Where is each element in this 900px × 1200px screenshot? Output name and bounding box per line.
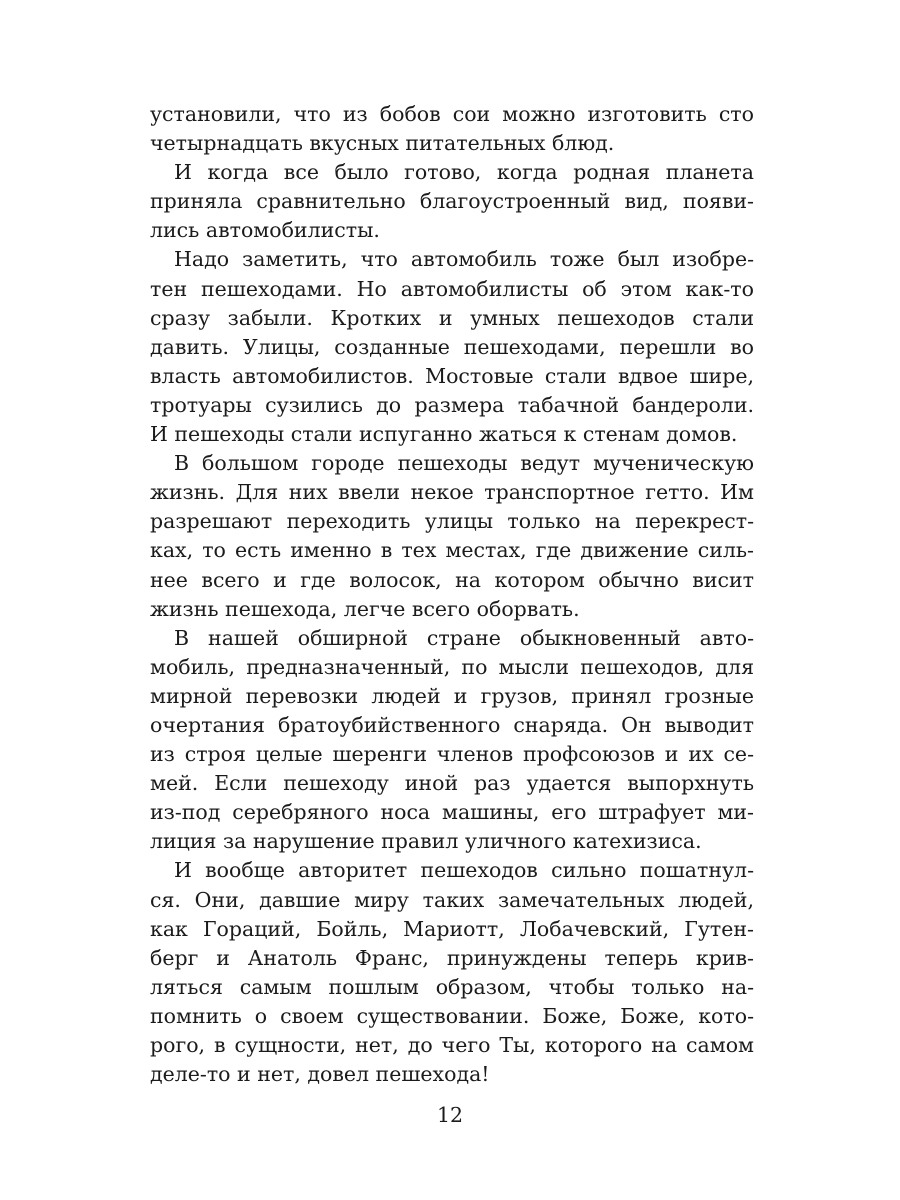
text-line: из-под серебряного носа машины, его штрафует ми- — [150, 800, 754, 825]
text-line: тротуары сузились до размера табачной бандероли. — [150, 392, 754, 417]
paragraph — [150, 449, 754, 624]
text-line: берг и Анатоль Франс, принуждены теперь крив- — [150, 945, 754, 970]
text-line: ках, то есть именно в тех местах, где движение силь- — [150, 538, 754, 563]
text-line: лись автомобилисты. — [150, 218, 380, 243]
text-line: Надо заметить, что автомобиль тоже был изобре- — [174, 247, 754, 272]
text-line: очертания братоубийственного снаряда. Он выводит — [150, 712, 754, 737]
text-line: из строя целые шеренги членов профсоюзов и их се- — [150, 742, 754, 767]
text-line: мирной перевозки людей и грузов, принял грозные — [150, 683, 754, 708]
paragraph — [150, 856, 754, 1089]
paragraph — [150, 245, 754, 449]
text-line: рого, в сущности, нет, до чего Ты, которого на самом — [150, 1033, 754, 1057]
paragraph — [150, 158, 754, 245]
text-line: давить. Улицы, созданные пешеходами, перешли во — [150, 334, 754, 359]
text-line: ся. Они, давшие миру таких замечательных людей, — [150, 887, 754, 912]
text-line: мей. Если пешеходу иной раз удается выпорхнуть — [150, 771, 754, 796]
text-line: В нашей обширной стране обыкновенный авто- — [174, 625, 754, 650]
text-line: как Гораций, Бойль, Мариотт, Лобачевский, Гутен- — [150, 916, 754, 941]
text-line: разрешают переходить улицы только на перекрест- — [150, 509, 754, 534]
text-line: помнить о своем существовании. Боже, Боже, кото- — [150, 1003, 754, 1028]
text-line: сразу забыли. Кротких и умных пешеходов стали — [150, 305, 754, 330]
text-line: установили, что из бобов сои можно изготовить сто — [150, 102, 754, 126]
text-line: мобиль, предназначенный, по мысли пешеходов, для — [150, 654, 754, 679]
text-line: ляться самым пошлым образом, чтобы только на- — [150, 974, 754, 999]
text-line: лиция за нарушение правил уличного катехизиса. — [150, 829, 702, 854]
text-line: жизнь пешехода, легче всего оборвать. — [150, 596, 580, 621]
text-line: И когда все было готово, когда родная планета — [174, 160, 754, 185]
text-line: И пешеходы стали испуганно жаться к стенам домов. — [150, 422, 738, 447]
text-line: деле-то и нет, довел пешехода! — [150, 1062, 490, 1087]
paragraph — [150, 100, 754, 158]
text-line: жизнь. Для них ввели некое транспортное гетто. Им — [150, 480, 754, 505]
page-number: 12 — [436, 1103, 464, 1127]
text-line: тен пешеходами. Но автомобилисты об этом как-то — [150, 276, 754, 301]
text-line: В большом городе пешеходы ведут мученическую — [174, 451, 754, 476]
page-text — [150, 100, 754, 1089]
text-line: приняла сравнительно благоустроенный вид, появи- — [150, 189, 754, 214]
text-line: власть автомобилистов. Мостовые стали вдвое шире, — [150, 363, 754, 388]
paragraph — [150, 624, 754, 857]
text-line: четырнадцать вкусных питательных блюд. — [150, 131, 615, 156]
text-line: И вообще авторитет пешеходов сильно пошатнул- — [174, 858, 754, 883]
text-line: нее всего и где волосок, на котором обычно висит — [150, 567, 754, 592]
